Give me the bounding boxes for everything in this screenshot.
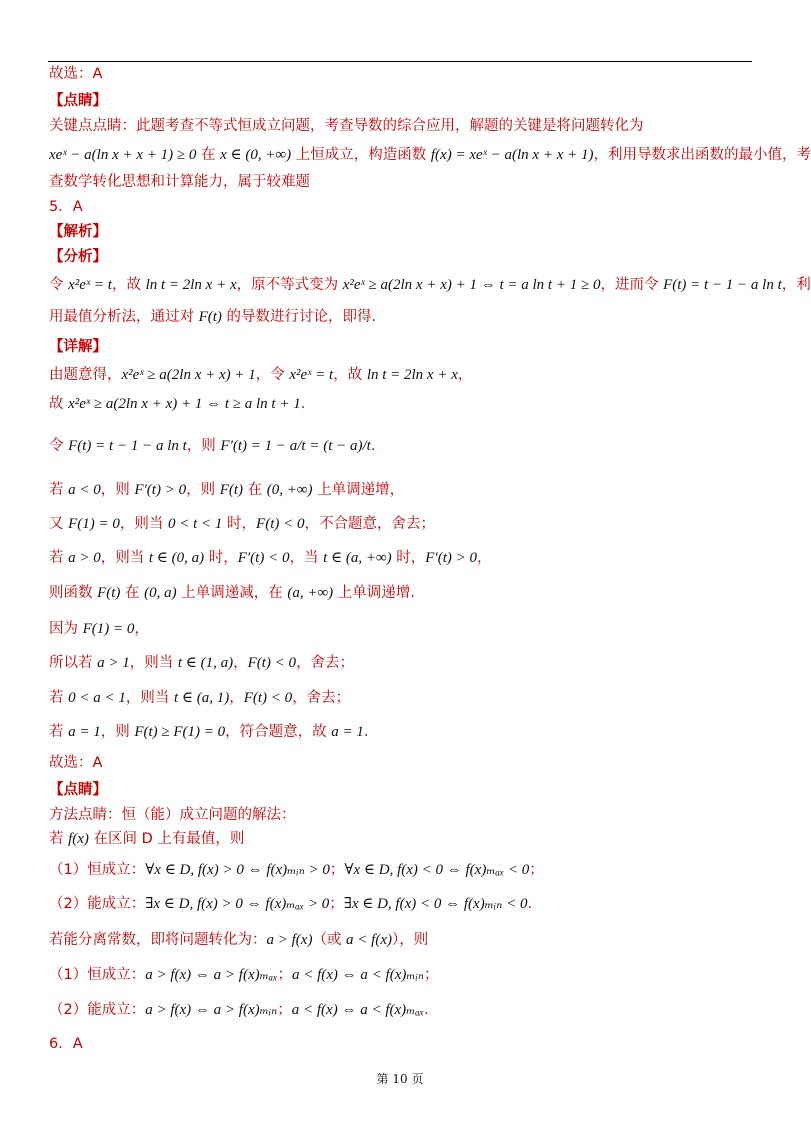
text-segment: ，不合题意，舍去； [304, 516, 435, 532]
text-segment: ，故 [111, 277, 146, 293]
math-expression: a > 0 [68, 550, 101, 566]
math-expression: F(t) [219, 482, 244, 498]
math-expression: x ∈ (0, +∞) [220, 147, 292, 163]
math-expression: (0, a) [144, 585, 177, 601]
text-line [49, 781, 107, 799]
text-line [49, 620, 149, 638]
text-line [49, 689, 350, 707]
text-segment: ，则 [186, 482, 220, 498]
math-expression: 0 < t < 1 [168, 516, 223, 532]
math-expression: t ∈ (0, a) [148, 550, 205, 566]
text-line [49, 437, 375, 455]
text-line [49, 1001, 429, 1019]
text-segment: 因为 [49, 621, 83, 637]
math-expression: F(t) ≥ F(1) = 0 [134, 724, 226, 740]
text-segment: ，进而令 [600, 277, 664, 293]
text-line [49, 1035, 83, 1053]
text-line [49, 861, 544, 879]
text-segment: 在 [243, 482, 267, 498]
text-segment: （2）能成立： [49, 1002, 146, 1018]
text-line [49, 117, 644, 135]
text-line [49, 92, 107, 110]
text-segment: ； [277, 1002, 292, 1018]
text-segment: （1）恒成立： [49, 862, 146, 878]
text-line [49, 65, 102, 83]
text-line [49, 248, 107, 266]
text-segment: 关键点点睛：此题考查不等式恒成立问题，考查导数的综合应用，解题的关键是将问题转化为 [49, 118, 644, 134]
math-expression: t ∈ (a, +∞) [323, 550, 392, 566]
text-segment: . [300, 396, 306, 412]
text-segment: 若 [49, 831, 69, 847]
text-segment: （1）恒成立： [49, 967, 146, 983]
text-line [49, 549, 491, 567]
math-expression: ln t = 2ln x + x [145, 277, 237, 293]
text-segment: 故 [49, 396, 69, 412]
math-expression: a < 0 [68, 482, 101, 498]
math-expression: (a, +∞) [287, 585, 334, 601]
math-expression: F(t) < 0 [256, 516, 305, 532]
text-segment: ， [229, 690, 244, 706]
text-line [49, 830, 244, 848]
text-line [49, 806, 296, 824]
text-segment: ，故 [333, 367, 367, 383]
text-segment: 令 [49, 277, 69, 293]
text-segment: ； [329, 862, 345, 878]
text-segment: 5．A [49, 199, 83, 215]
text-line [49, 931, 428, 949]
text-segment: ，则当 [119, 516, 168, 532]
text-segment: ， [457, 367, 473, 383]
math-expression: ∃x ∈ D, f(x) < 0 ⇔ f(x)ₘᵢₙ < 0 [343, 896, 528, 912]
text-segment: 6．A [49, 1036, 83, 1052]
text-segment: 查数学转化思想和计算能力，属于较难题 [49, 174, 310, 190]
text-line [49, 895, 532, 913]
text-segment: 若 [49, 724, 69, 740]
math-expression: a > 1 [97, 655, 130, 671]
text-segment: 在区间 D 上有最值，则 [88, 831, 245, 847]
math-expression: F′(t) > 0 [425, 550, 477, 566]
text-segment: 若 [49, 482, 69, 498]
text-line [49, 515, 435, 533]
math-expression: x²eˣ ≥ a(2ln x + x) + 1 ⇔ t = a ln t + 1 ≥ 0 [342, 277, 601, 293]
math-expression: F(t) = t − 1 − a ln t [663, 277, 782, 293]
text-line [49, 146, 811, 164]
math-expression: t ∈ (a, 1) [173, 690, 230, 706]
section-heading: 【解析】 [49, 224, 107, 240]
math-expression: a < f(x) ⇔ a < f(x)ₘᵢₙ [291, 967, 424, 983]
math-expression: 0 < a < 1 [68, 690, 126, 706]
text-segment: 故选：A [49, 755, 103, 771]
text-segment: 故选：A [49, 66, 103, 82]
math-expression: x²eˣ ≥ a(2ln x + x) + 1 [121, 367, 256, 383]
text-segment: ，符合题意，故 [225, 724, 332, 740]
math-expression: ln t = 2ln x + x [366, 367, 458, 383]
text-line [49, 276, 811, 294]
section-heading: 【详解】 [49, 339, 107, 355]
math-expression: x²eˣ ≥ a(2ln x + x) + 1 ⇔ t ≥ a ln t + 1 [68, 396, 301, 412]
section-heading: 【点睛】 [49, 93, 107, 109]
math-expression: f(x) [68, 831, 89, 847]
math-expression: f(x) = xeˣ − a(ln x + x + 1) [430, 147, 594, 163]
math-expression: F(t) [198, 309, 222, 325]
text-line [49, 338, 107, 356]
text-segment: 若 [49, 690, 69, 706]
math-expression: xeˣ − a(ln x + x + 1) ≥ 0 [49, 147, 197, 163]
text-segment: . [424, 1002, 429, 1018]
text-segment: 用最值分析法，通过对 [49, 309, 199, 325]
text-segment: ，利用导数求出函数的最小值，考 [593, 147, 811, 163]
text-segment: ，利 [781, 277, 811, 293]
math-expression: a < f(x) [346, 932, 392, 948]
text-segment: 由题意得， [49, 367, 122, 383]
math-expression: F(t) [97, 585, 121, 601]
text-segment: 时， [391, 550, 426, 566]
text-segment: 若 [49, 550, 69, 566]
text-segment: ，当 [289, 550, 324, 566]
text-segment: 时， [204, 550, 238, 566]
section-heading: 【点睛】 [49, 782, 107, 798]
math-expression: ∀x ∈ D, f(x) > 0 ⇔ f(x)ₘᵢₙ > 0 [145, 862, 330, 878]
text-segment: 的导数进行讨论，即得. [221, 309, 377, 325]
math-expression: F(t) < 0 [247, 655, 297, 671]
text-segment: ，原不等式变为 [236, 277, 343, 293]
text-segment: ，则 [100, 482, 135, 498]
math-expression: a < f(x) ⇔ a < f(x)ₘₐₓ [291, 1002, 424, 1018]
math-expression: (0, +∞) [266, 482, 313, 498]
text-segment: （2）能成立： [49, 896, 146, 912]
text-segment: ，则当 [129, 655, 178, 671]
text-segment: ， [476, 550, 492, 566]
text-segment: 则函数 [49, 585, 98, 601]
math-expression: F′(t) < 0 [237, 550, 290, 566]
text-segment: 在 [196, 147, 221, 163]
section-heading: 【分析】 [49, 249, 107, 265]
text-segment: 又 [49, 516, 69, 532]
text-line [49, 754, 102, 772]
text-segment: ； [277, 967, 292, 983]
math-expression: a > f(x) [266, 932, 313, 948]
text-segment: 上恒成立，构造函数 [291, 147, 431, 163]
text-line [49, 654, 354, 672]
text-line [49, 223, 107, 241]
math-expression: F(1) = 0 [82, 621, 135, 637]
text-segment: 所以若 [49, 655, 98, 671]
text-segment: 在 [120, 585, 145, 601]
math-expression: a > f(x) ⇔ a > f(x)ₘᵢₙ [145, 1002, 278, 1018]
text-line [49, 308, 376, 326]
text-line [49, 198, 83, 216]
text-segment: ），则 [391, 932, 429, 948]
text-segment: 令 [49, 438, 69, 454]
text-line [49, 966, 439, 984]
text-segment: . [527, 896, 533, 912]
text-segment: ； [329, 896, 344, 912]
text-segment: ； [424, 967, 439, 983]
text-segment: ， [233, 655, 248, 671]
math-expression: F′(t) = 1 − a/t = (t − a)/t [220, 438, 371, 454]
text-line [49, 366, 472, 384]
math-expression: a = 1 [331, 724, 364, 740]
text-line [49, 584, 415, 602]
text-segment: ，则 [100, 724, 135, 740]
text-segment: ； [529, 862, 544, 878]
math-expression: a > f(x) ⇔ a > f(x)ₘₐₓ [145, 967, 278, 983]
text-line [49, 395, 305, 413]
text-line [49, 723, 369, 741]
text-segment: ，舍去； [296, 655, 355, 671]
math-expression: a = 1 [68, 724, 101, 740]
math-expression: F(t) = t − 1 − a ln t [68, 438, 187, 454]
text-segment: 若能分离常数，即将问题转化为： [49, 932, 267, 948]
text-segment: 上单调递增. [333, 585, 415, 601]
math-expression: t ∈ (1, a) [177, 655, 234, 671]
text-segment: ，则 [186, 438, 221, 454]
header-rule [48, 61, 752, 62]
text-segment: （或 [312, 932, 347, 948]
text-segment: . [363, 724, 369, 740]
page-number: 第 10 页 [376, 1072, 424, 1086]
math-expression: F(t) < 0 [243, 690, 293, 706]
text-segment: 时， [222, 516, 257, 532]
math-expression: ∀x ∈ D, f(x) < 0 ⇔ f(x)ₘₐₓ < 0 [344, 862, 530, 878]
math-expression: x²eˣ = t [289, 367, 334, 383]
text-segment: 方法点睛：恒（能）成立问题的解法： [49, 807, 296, 823]
text-segment: ，令 [255, 367, 290, 383]
math-expression: F′(t) > 0 [134, 482, 187, 498]
text-line [49, 173, 310, 191]
text-segment: ，则当 [100, 550, 149, 566]
math-expression: ∃x ∈ D, f(x) > 0 ⇔ f(x)ₘₐₓ > 0 [145, 896, 330, 912]
text-segment: 上单调递增， [312, 482, 405, 498]
text-segment: 上单调递减，在 [176, 585, 288, 601]
text-line [49, 481, 404, 499]
text-segment: . [370, 438, 376, 454]
text-segment: ，舍去； [292, 690, 351, 706]
math-expression: x²eˣ = t [68, 277, 112, 293]
text-segment: ，则当 [125, 690, 174, 706]
math-expression: F(1) = 0 [68, 516, 120, 532]
text-segment: ， [134, 621, 149, 637]
